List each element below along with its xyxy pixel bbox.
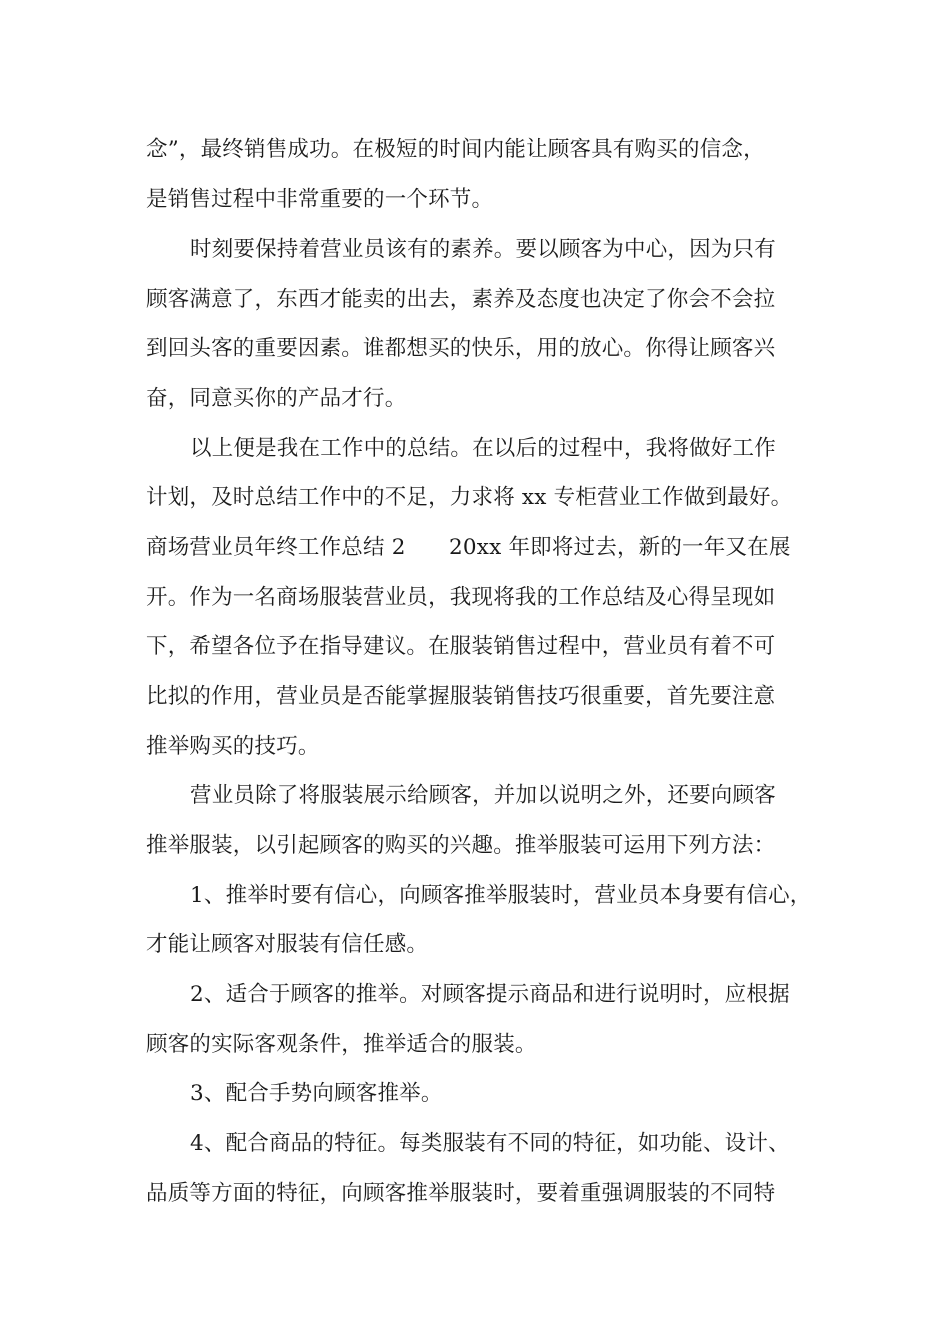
paragraph-first-line: 营业员除了将服装展示给顾客，并加以说明之外，还要向顾客 [190,783,776,808]
list-item-4: 4、配合商品的特征。每类服装有不同的特征，如功能、设计、 [190,1131,790,1156]
text-line: 奋，同意买你的产品才行。 [146,386,407,411]
text-line: 念”，最终销售成功。在极短的时间内能让顾客具有购买的信念， [146,137,765,162]
text-line: 推举服装，以引起顾客的购买的兴趣。推举服装可运用下列方法： [146,833,776,858]
text-line: 才能让顾客对服装有信任感。 [146,932,429,957]
text-line: 计划，及时总结工作中的不足，力求将 xx 专柜营业工作做到最好。 [146,485,793,510]
text-line: 推举购买的技巧。 [146,734,320,759]
text-line: 顾客的实际客观条件，推举适合的服装。 [146,1032,537,1057]
paragraph-first-line: 以上便是我在工作中的总结。在以后的过程中，我将做好工作 [190,436,776,461]
text-line: 开。作为一名商场服装营业员，我现将我的工作总结及心得呈现如 [146,585,776,610]
text-line: 是销售过程中非常重要的一个环节。 [146,187,494,212]
list-item-2: 2、适合于顾客的推举。对顾客提示商品和进行说明时，应根据 [190,982,790,1007]
paragraph-first-line: 时刻要保持着营业员该有的素养。要以顾客为中心，因为只有 [190,237,776,262]
text-line: 到回头客的重要因素。谁都想买的快乐，用的放心。你得让顾客兴 [146,336,776,361]
list-item-1: 1、推举时要有信心，向顾客推举服装时，营业员本身要有信心， [190,883,812,908]
text-line: 下，希望各位予在指导建议。在服装销售过程中，营业员有着不可 [146,634,776,659]
text-line: 品质等方面的特征，向顾客推举服装时，要着重强调服装的不同特 [146,1181,776,1206]
text-line: 顾客满意了，东西才能卖的出去，素养及态度也决定了你会不会拉 [146,287,776,312]
list-item-3: 3、配合手势向顾客推举。 [190,1081,443,1106]
text-line: 比拟的作用，营业员是否能掌握服装销售技巧很重要，首先要注意 [146,684,776,709]
section-heading-line: 商场营业员年终工作总结 2 20xx 年即将过去，新的一年又在展 [146,535,791,560]
